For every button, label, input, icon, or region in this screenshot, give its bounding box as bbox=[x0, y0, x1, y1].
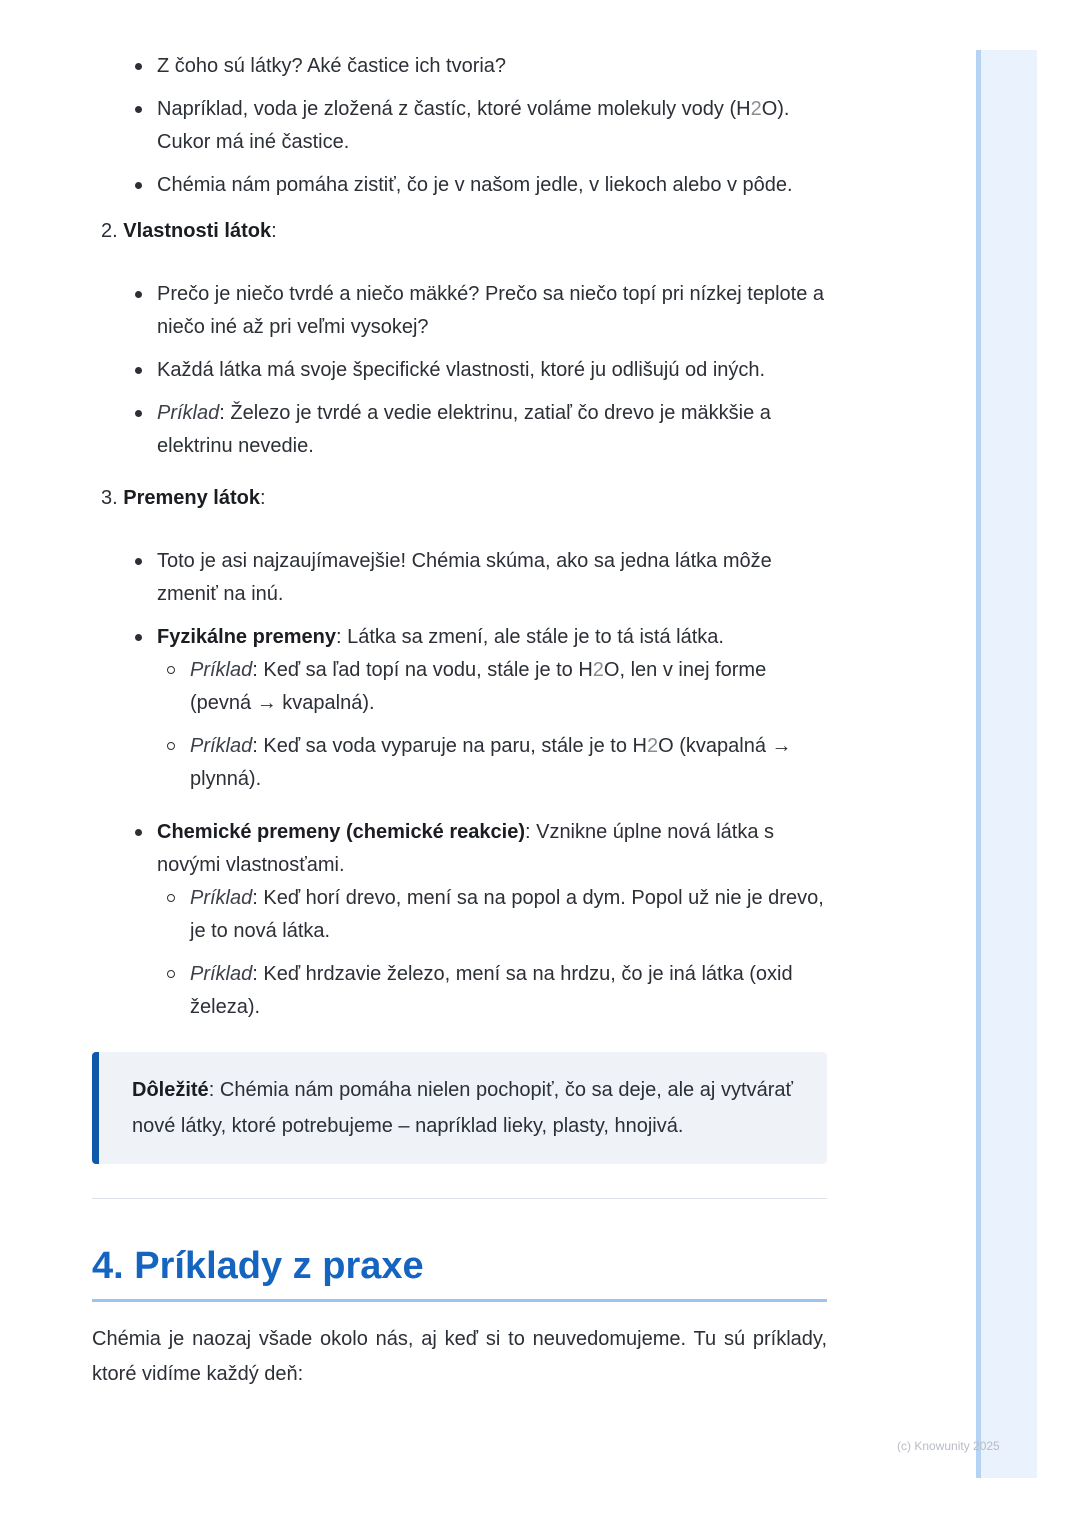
section4-intro: Chémia je naozaj všade okolo nás, aj keď si to neuvedomujeme. Tu sú príklady, ktoré vidíme každý deň: bbox=[92, 1328, 827, 1385]
section1-list bbox=[92, 50, 827, 202]
section4-heading: 4. Príklady z praxe bbox=[92, 1241, 827, 1302]
list-item: Chemické premeny (chemické reakcie): Vznikne úplne nová látka s novými vlastnosťami. Príklad: Keď horí drevo, mení sa na popol a dym. Popol už nie je drevo, je to nová látka. Príklad: Keď hrdzavie železo, mení sa na hrdzu, čo je iná látka (oxid železa). bbox=[92, 816, 827, 1024]
document-body bbox=[92, 50, 827, 1392]
sub-list-item: Príklad: Keď horí drevo, mení sa na popol a dym. Popol už nie je drevo, je to nová látka. bbox=[157, 882, 827, 948]
list-item: Toto je asi najzaujímavejšie! Chémia skúma, ako sa jedna látka môže zmeniť na inú. bbox=[92, 545, 827, 611]
sub-list-item: Príklad: Keď hrdzavie železo, mení sa na hrdzu, čo je iná látka (oxid železa). bbox=[157, 958, 827, 1024]
sub-list-item: Príklad: Keď sa voda vyparuje na paru, stále je to H2O (kvapalná → plynná). bbox=[157, 730, 827, 796]
list-item: Napríklad, voda je zložená z častíc, ktoré voláme molekuly vody (H2O). Cukor má iné častice. bbox=[92, 93, 827, 159]
list-item: Prečo je niečo tvrdé a niečo mäkké? Prečo sa niečo topí pri nízkej teplote a niečo iné až pri veľmi vysokej? bbox=[92, 278, 827, 344]
sub-list-item: Príklad: Keď sa ľad topí na vodu, stále je to H2O, len v inej forme (pevná → kvapalná). bbox=[157, 654, 827, 720]
important-callout: Dôležité: Chémia nám pomáha nielen pochopiť, čo sa deje, ale aj vytvárať nové látky, ktoré potrebujeme – napríklad lieky, plasty, hnojivá. bbox=[92, 1052, 827, 1164]
list-item: Príklad: Železo je tvrdé a vedie elektrinu, zatiaľ čo drevo je mäkkšie a elektrinu nevedie. bbox=[92, 397, 827, 463]
section2-list bbox=[92, 278, 827, 463]
subscript-2: 2 bbox=[592, 659, 604, 681]
list-item: Fyzikálne premeny: Látka sa zmení, ale stále je to tá istá látka. Príklad: Keď sa ľad topí na vodu, stále je to H2O, len v inej forme (pevná → kvapalná). Príklad: Keď sa voda vyparuje na paru, stále je to H2O (kvapalná → plynná). bbox=[92, 621, 827, 796]
right-sidebar-panel bbox=[976, 50, 1037, 1478]
list-item: Chémia nám pomáha zistiť, čo je v našom jedle, v liekoch alebo v pôde. bbox=[92, 169, 827, 202]
divider bbox=[92, 1198, 827, 1199]
chemical-examples bbox=[157, 882, 827, 1024]
section3-list bbox=[92, 545, 827, 1024]
list-item: Každá látka má svoje špecifické vlastnosti, ktoré ju odlišujú od iných. bbox=[92, 354, 827, 387]
section3-heading: 3. Premeny látok: bbox=[101, 487, 266, 509]
section2-heading: 2. Vlastnosti látok: bbox=[101, 220, 277, 242]
list-item: Z čoho sú látky? Aké častice ich tvoria? bbox=[92, 50, 827, 83]
physical-examples bbox=[157, 654, 827, 796]
subscript-2: 2 bbox=[750, 98, 762, 120]
subscript-2: 2 bbox=[647, 735, 659, 757]
watermark: (c) Knowunity 2025 bbox=[897, 1439, 1000, 1453]
